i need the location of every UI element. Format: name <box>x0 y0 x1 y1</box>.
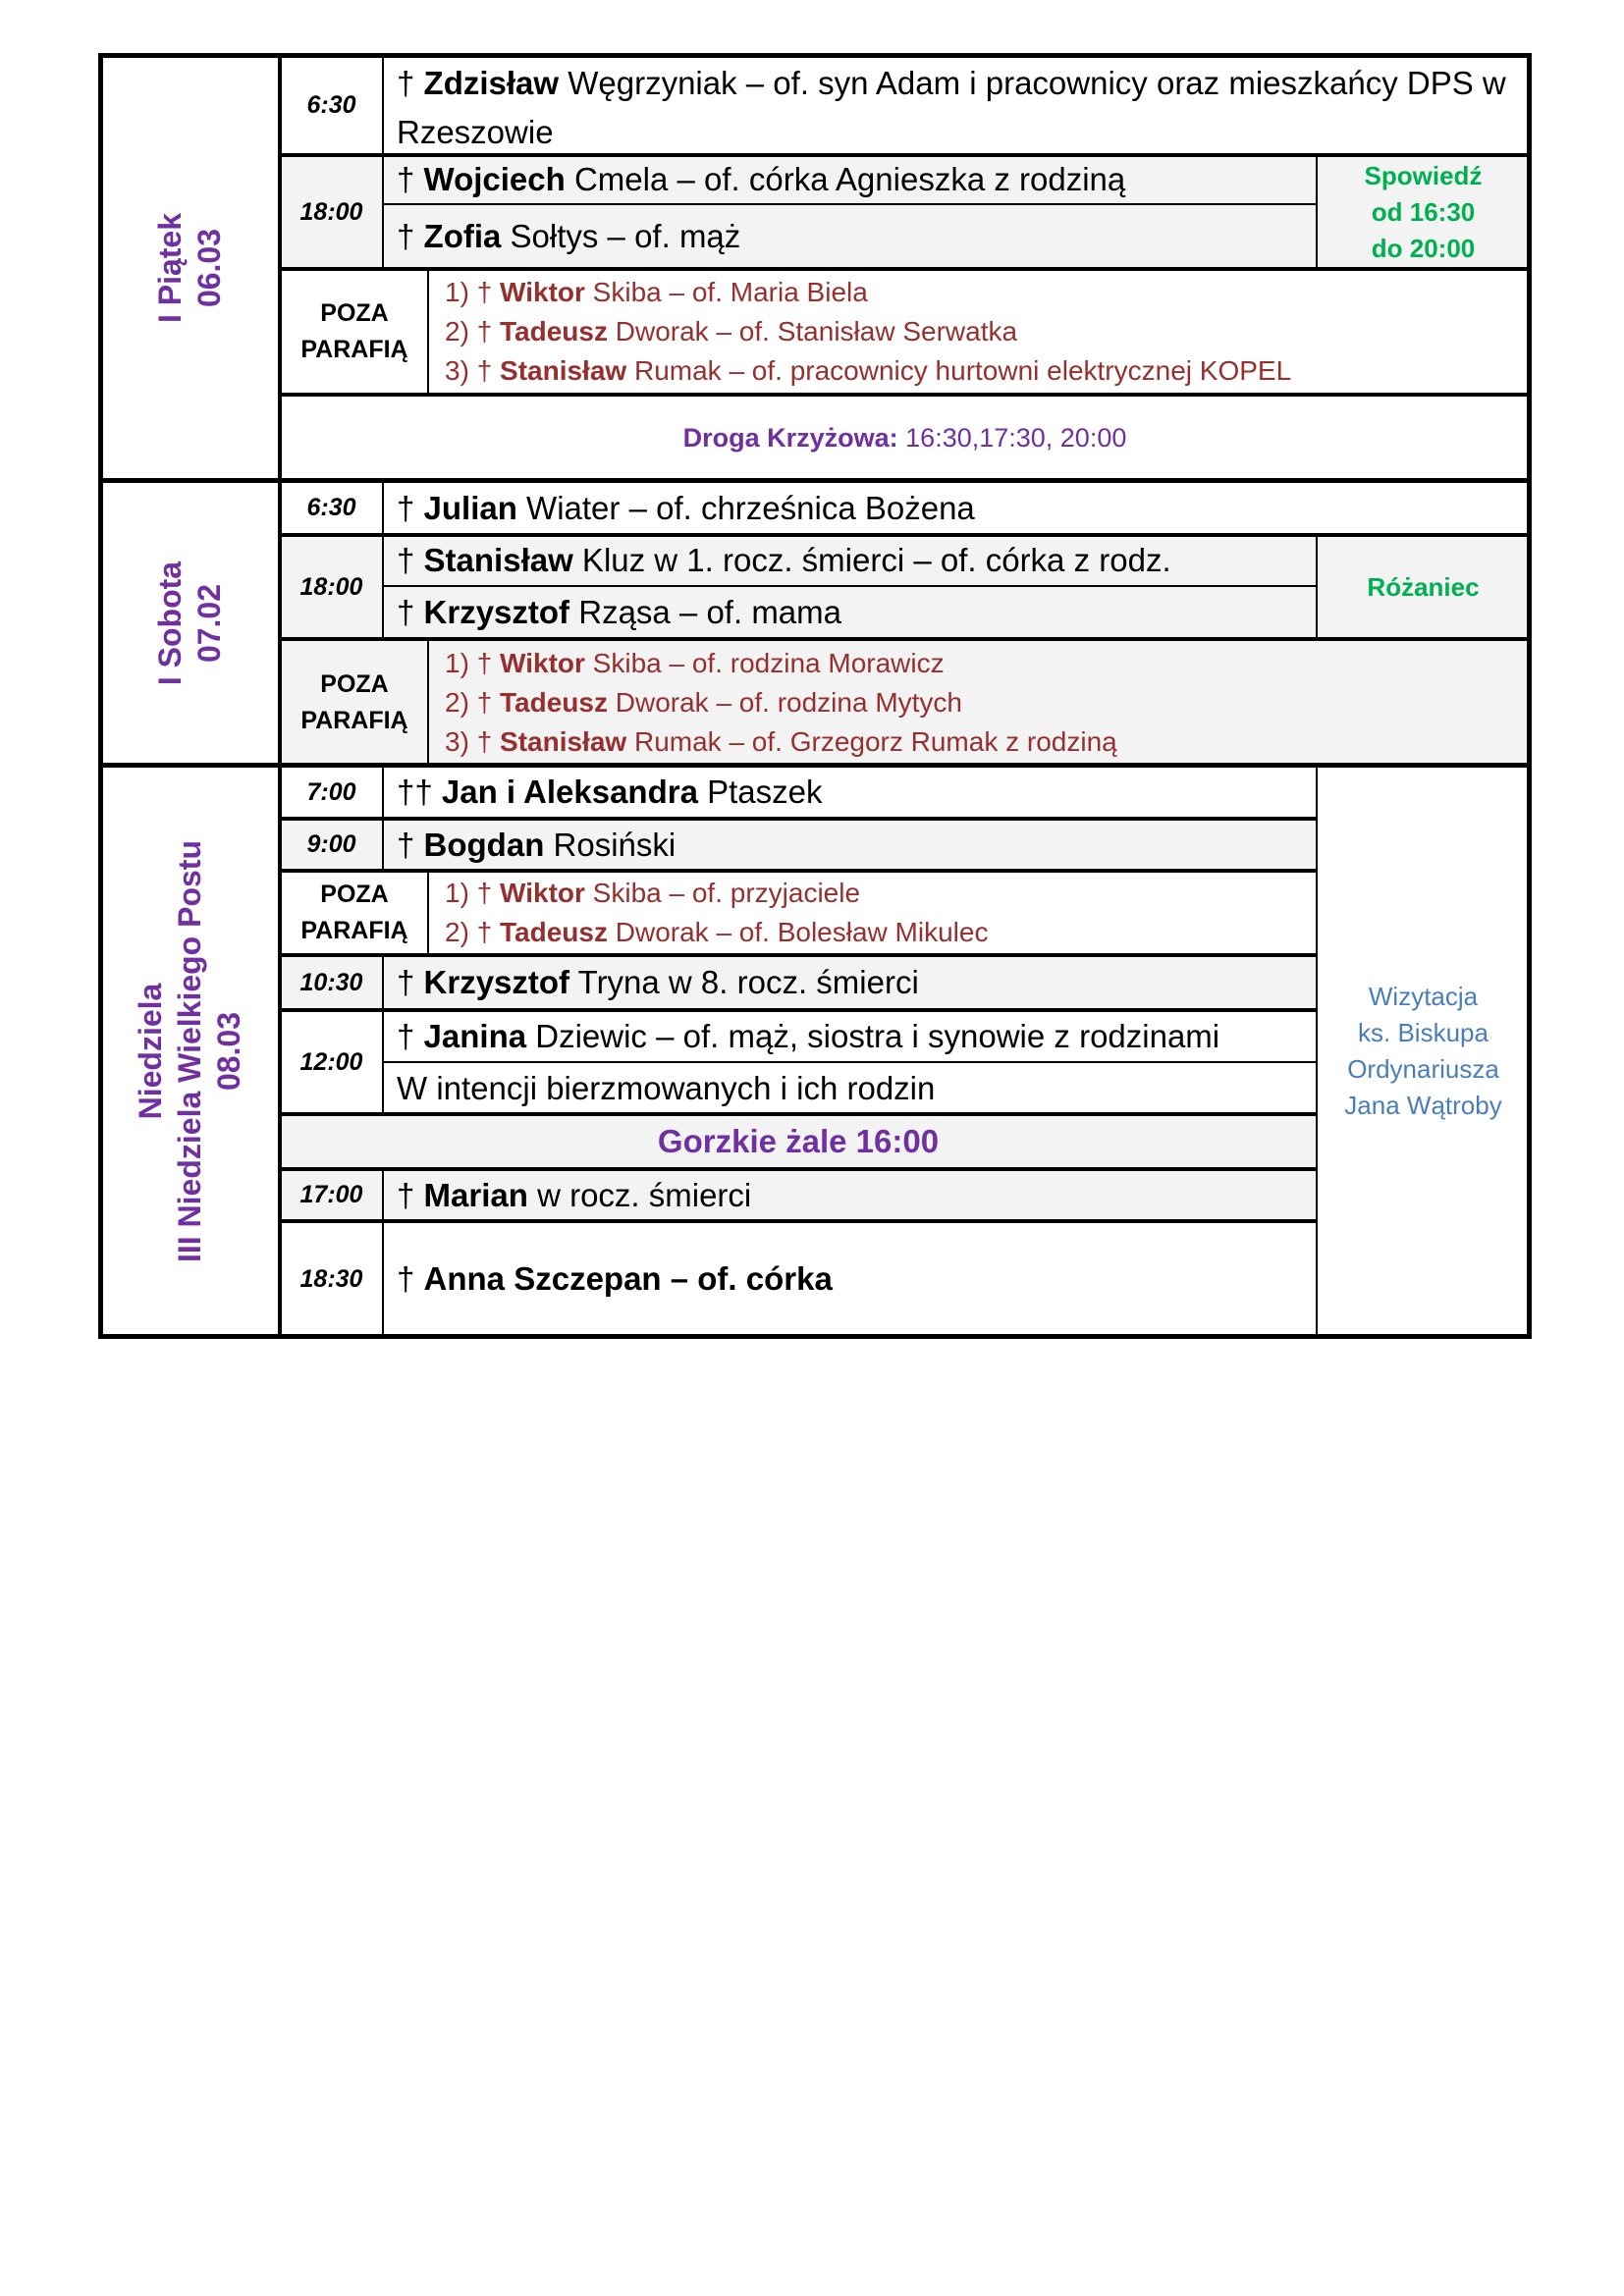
day-date: 08.03 <box>211 1011 247 1092</box>
intention-name: Stanisław <box>423 542 573 578</box>
intention-name: Krzysztof <box>423 964 570 1000</box>
mass-intention: † Wojciech Cmela – of. córka Agnieszka z rodziną <box>383 155 1317 204</box>
list-item: 1) † Wiktor Skiba – of. przyjaciele <box>445 878 861 908</box>
list-item: 3) † Stanisław Rumak – of. pracownicy hurtowni elektrycznej KOPEL <box>445 355 1292 386</box>
poza-parafia-list <box>429 871 1317 955</box>
note-confession: Spowiedź od 16:30 do 20:00 <box>1317 155 1530 269</box>
divider <box>280 1008 1317 1012</box>
intention-name: Bogdan <box>423 826 545 863</box>
list-item: 1) † Wiktor Skiba – of. rodzina Morawicz <box>445 647 945 678</box>
mass-time: 17:00 <box>280 1169 383 1221</box>
day-label-saturday <box>100 481 280 766</box>
divider <box>280 1167 1317 1171</box>
mass-time: 12:00 <box>299 1047 363 1076</box>
stations-of-cross: Droga Krzyżowa: 16:30,17:30, 20:00 <box>682 422 1127 453</box>
divider <box>1316 535 1318 639</box>
poza-parafia-label: POZA PARAFIĄ <box>280 639 429 766</box>
intention-name: Julian <box>423 489 517 526</box>
intention-name: Anna Szczepan – of. córka <box>423 1260 833 1297</box>
intention-name: Janina <box>423 1017 527 1054</box>
day-subtitle: III Niedziela Wielkiego Postu <box>172 839 208 1263</box>
divider <box>427 871 429 955</box>
mass-intention: † Julian Wiater – of. chrześnica Bożena <box>397 489 975 526</box>
mass-time: 18:00 <box>280 535 383 639</box>
intention-name: Zdzisław <box>423 65 560 101</box>
list-item: 1) † Wiktor Skiba – of. Maria Biela <box>445 277 868 307</box>
poza-parafia-label: POZA PARAFIĄ <box>300 299 408 363</box>
day-name: Niedziela <box>133 983 169 1120</box>
divider <box>280 817 1317 821</box>
divider <box>280 533 1530 537</box>
table-border <box>1527 53 1532 1339</box>
mass-time: 6:30 <box>306 494 356 521</box>
divider <box>383 203 1317 205</box>
mass-intention: † Zdzisław Węgrzyniak – of. syn Adam i pracownicy oraz mieszkańcy DPS w Rzeszowie <box>397 65 1506 150</box>
mass-intention: †† Jan i Aleksandra Ptaszek <box>397 774 823 810</box>
note-rosary: Różaniec <box>1317 535 1530 639</box>
divider <box>1316 155 1318 269</box>
mass-time: 18:30 <box>299 1264 363 1293</box>
intention-name: Wojciech <box>423 161 566 197</box>
mass-intention: † Janina Dziewic – of. mąż, siostra i synowie z rodzinami <box>397 1017 1220 1054</box>
divider <box>280 869 1317 873</box>
table-border <box>98 53 103 1339</box>
mass-time: 7:00 <box>306 777 356 806</box>
divider <box>280 267 1530 271</box>
divider <box>1316 766 1318 1337</box>
divider <box>280 1112 1317 1116</box>
divider <box>427 269 429 395</box>
mass-intention: † Anna Szczepan – of. córka <box>397 1260 833 1297</box>
intention-name: Zofia <box>423 218 502 254</box>
intention-name: Marian <box>423 1176 528 1213</box>
mass-intention: † Krzysztof Rząsa – of. mama <box>383 586 1317 639</box>
mass-intention: † Stanisław Kluz w 1. rocz. śmierci – of. córka z rodz. <box>383 535 1317 586</box>
list-item: 2) † Tadeusz Dworak – of. rodzina Mytych <box>445 686 963 718</box>
poza-parafia-list <box>429 639 1530 766</box>
divider <box>382 1169 384 1337</box>
bitter-lamentations: Gorzkie żale 16:00 <box>280 1114 1317 1169</box>
intention-name: Jan i Aleksandra <box>441 774 698 810</box>
divider <box>278 53 282 1339</box>
mass-intention: † Krzysztof Tryna w 8. rocz. śmierci <box>383 955 1317 1010</box>
divider <box>280 153 1530 157</box>
day-label-friday <box>100 55 280 481</box>
divider <box>382 481 384 639</box>
day-label-sunday <box>100 766 280 1337</box>
mass-intention: W intencji bierzmowanych i ich rodzin <box>397 1069 936 1106</box>
mass-time: 18:00 <box>280 155 383 269</box>
note-visitation: Wizytacja ks. Biskupa Ordynariusza Jana Wątroby <box>1344 982 1502 1120</box>
divider <box>98 478 1532 483</box>
divider <box>280 393 1530 397</box>
list-item: 2) † Tadeusz Dworak – of. Bolesław Mikulec <box>445 917 989 947</box>
day-date: 07.02 <box>191 583 228 664</box>
list-item: 3) † Stanisław Rumak – of. Grzegorz Rumak z rodziną <box>445 725 1117 757</box>
mass-intention: † Bogdan Rosiński <box>383 819 1317 871</box>
divider <box>382 955 384 1114</box>
mass-time: 9:00 <box>280 819 383 871</box>
day-name: I Piątek <box>152 212 189 324</box>
day-name: I Sobota <box>152 561 189 686</box>
list-item: 2) † Tadeusz Dworak – of. Stanisław Serwatka <box>445 316 1018 347</box>
mass-intention: † Marian w rocz. śmierci <box>383 1169 1317 1221</box>
intention-name: Krzysztof <box>423 594 570 630</box>
divider <box>383 585 1317 587</box>
divider <box>383 1061 1317 1063</box>
divider <box>280 637 1530 641</box>
table-border <box>98 53 1532 58</box>
divider <box>280 953 1317 957</box>
divider <box>427 639 429 766</box>
mass-time: 6:30 <box>306 90 356 119</box>
day-date: 06.03 <box>191 228 228 308</box>
divider <box>280 1219 1317 1223</box>
mass-time: 10:30 <box>280 955 383 1010</box>
poza-parafia-list <box>429 269 1530 395</box>
poza-parafia-label: POZA PARAFIĄ <box>300 881 408 944</box>
divider <box>382 55 384 269</box>
mass-intention: † Zofia Sołtys – of. mąż <box>383 204 1317 269</box>
